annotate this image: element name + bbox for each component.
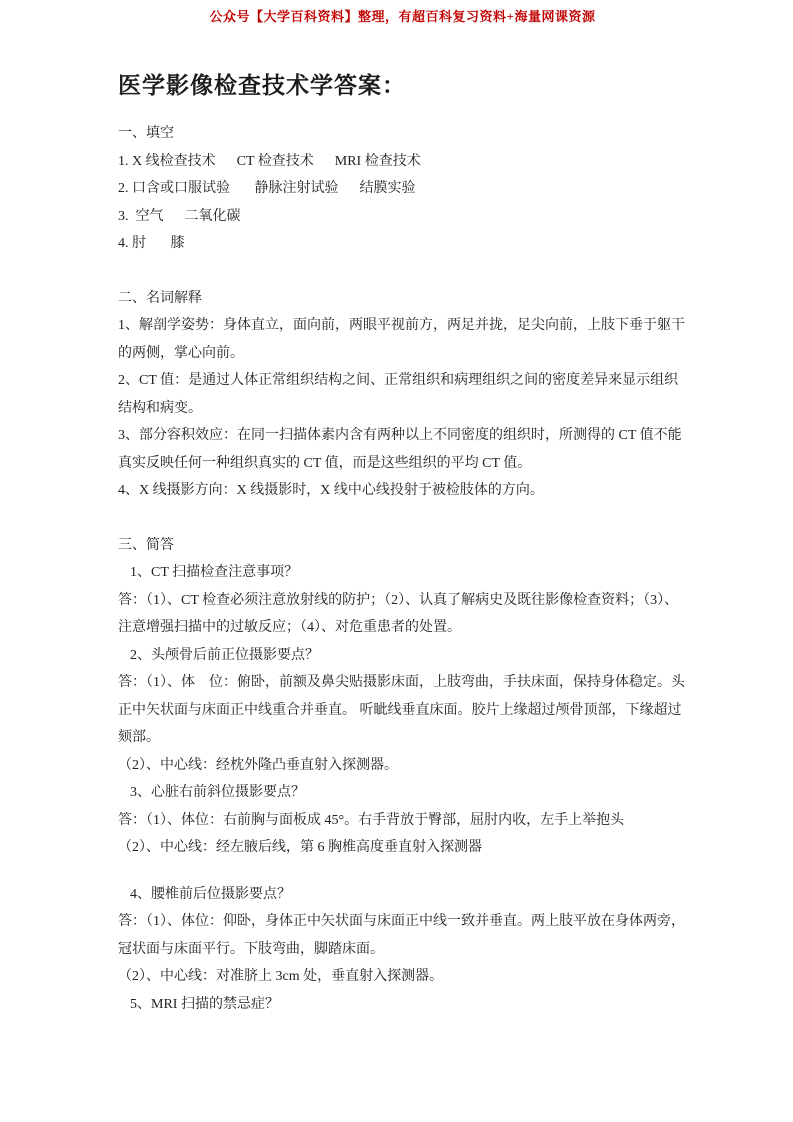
question-5: 5、MRI 扫描的禁忌症？	[130, 996, 279, 1012]
definition-1: 1、解剖学姿势：身体直立，面向前，两眼平视前方，两足并拢，足尖向前，上肢下垂于躯干的两侧，掌心向前。	[118, 318, 685, 361]
question-4: 4、腰椎前后位摄影要点？	[130, 886, 291, 902]
answer-3-centerline: （2）、中心线：经左腋后线，第 6 胸椎高度垂直射入探测器	[118, 840, 482, 855]
answer-2-position: 答：（1）、体 位：俯卧，前额及鼻尖贴摄影床面，上肢弯曲，手扶床面，保持身体稳定。头正中矢状面与床面正中线重合并垂直。 听眦线垂直床面。胶片上缘超过颅骨顶部，下缘超过颏部。	[118, 675, 685, 745]
section-definitions	[118, 285, 687, 505]
fill-item-4: 4. 肘 膝	[118, 236, 185, 251]
page-title: 医学影像检查技术学答案：	[118, 73, 406, 98]
question-3: 3、心脏右前斜位摄影要点？	[130, 785, 305, 800]
question-2: 2、头颅骨后前正位摄影要点？	[130, 647, 319, 663]
answer-4-position: 答：（1）、体位：仰卧，身体正中矢状面与床面正中线一致并垂直。两上肢平放在身体两旁，冠状面与床面平行。下肢弯曲，脚踏床面。	[118, 914, 685, 957]
section-fill-in-blanks	[118, 120, 687, 258]
fill-item-1: 1. X 线检查技术 CT 检查技术 MRI 检查技术	[118, 153, 421, 169]
doc-header-note: 公众号【大学百科资料】整理，有超百科复习资料+海量网课资源	[209, 9, 596, 24]
fill-item-2: 2. 口含或口服试验 静脉注射试验 结膜实验	[118, 181, 416, 196]
section-heading-short-answers: 三、简答	[118, 537, 174, 553]
answer-4-centerline: （2）、中心线：对准脐上 3cm 处，垂直射入探测器。	[118, 969, 444, 984]
definition-3: 3、部分容积效应：在同一扫描体素内含有两种以上不同密度的组织时，所测得的 CT 值不能真实反映任何一种组织真实的 CT 值，而是这些组织的平均 CT 值。	[118, 428, 682, 471]
fill-item-3: 3. 空气 二氧化碳	[118, 208, 241, 224]
question-1: 1、CT 扫描检查注意事项？	[130, 565, 299, 580]
definition-4: 4、X 线摄影方向：X 线摄影时，X 线中心线投射于被检肢体的方向。	[118, 483, 544, 498]
definition-2: 2、CT 值：是通过人体正常组织结构之间、正常组织和病理组织之间的密度差异来显示组织结构和病变。	[118, 373, 679, 416]
section-heading-definitions: 二、名词解释	[118, 290, 202, 306]
section-short-answers	[118, 532, 687, 1019]
answer-2-centerline: （2）、中心线：经枕外隆凸垂直射入探测器。	[118, 757, 398, 773]
section-heading-fill: 一、填空	[118, 126, 174, 141]
answer-3-position: 答：（1）、体位：右前胸与面板成 45°。右手背放于臀部，屈肘内收，左手上举抱头	[118, 812, 625, 828]
answer-1: 答：（1）、CT 检查必须注意放射线的防护；（2）、认真了解病史及既往影像检查资料；（3）、注意增强扫描中的过敏反应；（4）、对危重患者的处置。	[118, 592, 679, 635]
